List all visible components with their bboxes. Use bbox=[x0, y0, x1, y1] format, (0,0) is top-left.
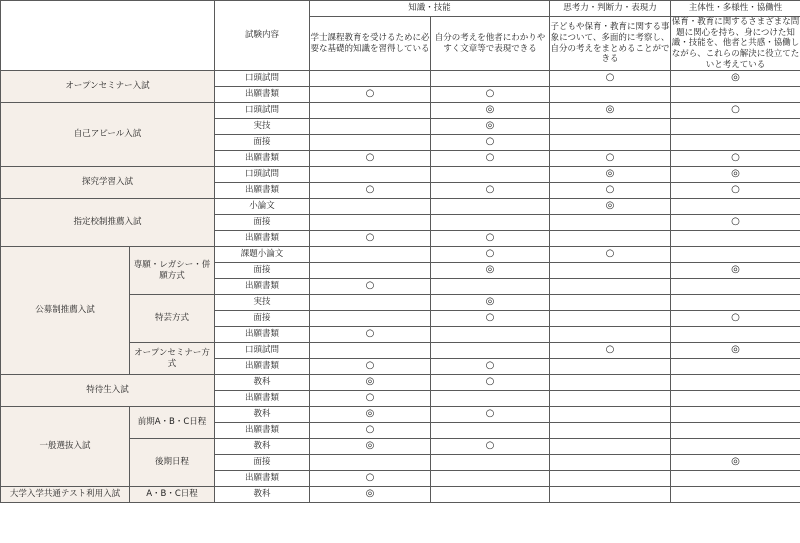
table-row bbox=[1, 103, 800, 119]
mark-cell bbox=[671, 439, 800, 455]
mark-cell bbox=[671, 327, 800, 343]
mark-cell: ◎ bbox=[671, 455, 800, 471]
mark-cell bbox=[671, 279, 800, 295]
mark-cell bbox=[431, 199, 550, 215]
mark-cell: ○ bbox=[431, 151, 550, 167]
mark-cell: ○ bbox=[671, 311, 800, 327]
mark-cell: ◎ bbox=[550, 103, 671, 119]
mark-cell bbox=[310, 119, 431, 135]
mark-cell bbox=[550, 375, 671, 391]
table-row bbox=[1, 167, 800, 183]
mark-cell: ○ bbox=[310, 471, 431, 487]
mark-cell: ◎ bbox=[310, 375, 431, 391]
exam-type-cell: 教科 bbox=[215, 439, 310, 455]
mark-cell: ○ bbox=[550, 247, 671, 263]
mark-cell: ◎ bbox=[671, 71, 800, 87]
mark-cell bbox=[550, 455, 671, 471]
mark-cell: ○ bbox=[671, 151, 800, 167]
exam-type-cell: 出願書類 bbox=[215, 87, 310, 103]
mark-cell bbox=[671, 423, 800, 439]
mark-cell bbox=[550, 423, 671, 439]
mark-cell: ○ bbox=[310, 279, 431, 295]
mark-cell: ○ bbox=[431, 87, 550, 103]
method-common-test: 大学入学共通テスト利用入試 bbox=[1, 487, 130, 503]
table-row bbox=[1, 487, 800, 503]
table-row bbox=[1, 407, 800, 423]
mark-cell bbox=[550, 119, 671, 135]
mark-cell bbox=[431, 455, 550, 471]
mark-cell bbox=[310, 71, 431, 87]
method-designated-school: 指定校制推薦入試 bbox=[1, 199, 215, 247]
mark-cell bbox=[431, 423, 550, 439]
mark-cell bbox=[310, 199, 431, 215]
mark-cell bbox=[671, 135, 800, 151]
category-header-thinking: 思考力・判断力・表現力 bbox=[550, 1, 671, 17]
mark-cell bbox=[310, 295, 431, 311]
mark-cell: ◎ bbox=[431, 263, 550, 279]
mark-cell bbox=[550, 311, 671, 327]
mark-cell: ○ bbox=[310, 151, 431, 167]
exam-type-cell: 実技 bbox=[215, 295, 310, 311]
exam-type-cell: 課題小論文 bbox=[215, 247, 310, 263]
mark-cell: ○ bbox=[671, 103, 800, 119]
mark-cell bbox=[550, 263, 671, 279]
mark-cell bbox=[550, 359, 671, 375]
exam-type-cell: 口頭試問 bbox=[215, 343, 310, 359]
exam-type-cell: 口頭試問 bbox=[215, 71, 310, 87]
mark-cell: ○ bbox=[431, 359, 550, 375]
mark-cell bbox=[431, 167, 550, 183]
mark-cell bbox=[671, 199, 800, 215]
description-cell: 保育・教育に関するさまざまな問題に関心を持ち、身につけた知識・技能を、他者と共感・協働しながら、これらの解決に役立てたいと考えている bbox=[671, 17, 800, 70]
category-header-initiative: 主体性・多様性・協働性 bbox=[671, 1, 800, 17]
mark-cell: ◎ bbox=[310, 439, 431, 455]
mark-cell bbox=[431, 343, 550, 359]
mark-cell bbox=[550, 471, 671, 487]
table-row bbox=[1, 71, 800, 87]
mark-cell: ◎ bbox=[671, 263, 800, 279]
mark-cell: ○ bbox=[310, 359, 431, 375]
mark-cell bbox=[310, 167, 431, 183]
exam-content-header: 試験内容 bbox=[215, 1, 310, 71]
exam-type-cell: 出願書類 bbox=[215, 279, 310, 295]
mark-cell: ○ bbox=[550, 71, 671, 87]
mark-cell: ◎ bbox=[550, 199, 671, 215]
mark-cell bbox=[671, 359, 800, 375]
mark-cell bbox=[550, 135, 671, 151]
exam-type-cell: 出願書類 bbox=[215, 471, 310, 487]
mark-cell: ○ bbox=[550, 343, 671, 359]
mark-cell: ○ bbox=[310, 327, 431, 343]
mark-cell bbox=[671, 375, 800, 391]
exam-type-cell: 出願書類 bbox=[215, 327, 310, 343]
mark-cell: ○ bbox=[431, 183, 550, 199]
mark-cell bbox=[671, 87, 800, 103]
mark-cell bbox=[671, 391, 800, 407]
mark-cell: ○ bbox=[550, 151, 671, 167]
table-row bbox=[1, 199, 800, 215]
method-open-seminar: オープンセミナー入試 bbox=[1, 71, 215, 103]
mark-cell bbox=[671, 231, 800, 247]
mark-cell bbox=[310, 263, 431, 279]
mark-cell: ◎ bbox=[550, 167, 671, 183]
exam-type-cell: 口頭試問 bbox=[215, 103, 310, 119]
mark-cell bbox=[550, 295, 671, 311]
mark-cell: ○ bbox=[431, 439, 550, 455]
mark-cell bbox=[431, 487, 550, 503]
mark-cell bbox=[671, 119, 800, 135]
exam-type-cell: 面接 bbox=[215, 135, 310, 151]
exam-type-cell: 口頭試問 bbox=[215, 167, 310, 183]
mark-cell: ○ bbox=[310, 423, 431, 439]
mark-cell bbox=[310, 103, 431, 119]
mark-cell: ◎ bbox=[431, 103, 550, 119]
mark-cell: ○ bbox=[310, 391, 431, 407]
exam-type-cell: 面接 bbox=[215, 263, 310, 279]
description-cell: 子どもや保育・教育に関する事象について、多面的に考察し、自分の考えをまとめることができる bbox=[550, 17, 671, 71]
mark-cell bbox=[671, 471, 800, 487]
exam-type-cell: 教科 bbox=[215, 407, 310, 423]
submethod-open-seminar: オープンセミナー方式 bbox=[130, 343, 215, 375]
mark-cell: ◎ bbox=[431, 295, 550, 311]
exam-type-cell: 教科 bbox=[215, 375, 310, 391]
method-general: 一般選抜入試 bbox=[1, 407, 130, 487]
exam-type-cell: 面接 bbox=[215, 311, 310, 327]
table-row bbox=[1, 247, 800, 263]
method-inquiry: 探究学習入試 bbox=[1, 167, 215, 199]
category-header-knowledge: 知識・技能 bbox=[310, 1, 550, 17]
table-row bbox=[1, 375, 800, 391]
mark-cell bbox=[550, 487, 671, 503]
mark-cell bbox=[550, 87, 671, 103]
method-public-recommendation: 公募制推薦入試 bbox=[1, 247, 130, 375]
mark-cell bbox=[550, 391, 671, 407]
mark-cell bbox=[431, 71, 550, 87]
mark-cell bbox=[550, 231, 671, 247]
exam-type-cell: 実技 bbox=[215, 119, 310, 135]
mark-cell bbox=[550, 439, 671, 455]
mark-cell: ○ bbox=[431, 231, 550, 247]
mark-cell: ○ bbox=[671, 183, 800, 199]
mark-cell bbox=[671, 247, 800, 263]
exam-type-cell: 出願書類 bbox=[215, 231, 310, 247]
exam-type-cell: 出願書類 bbox=[215, 183, 310, 199]
mark-cell bbox=[310, 311, 431, 327]
method-self-appeal: 自己アピール入試 bbox=[1, 103, 215, 167]
mark-cell: ○ bbox=[431, 135, 550, 151]
exam-type-cell: 出願書類 bbox=[215, 151, 310, 167]
submethod-abc-schedule: A・B・C日程 bbox=[130, 487, 215, 503]
mark-cell bbox=[550, 215, 671, 231]
submethod-exclusive-legacy: 専願・レガシー・併願方式 bbox=[130, 247, 215, 295]
mark-cell: ◎ bbox=[310, 407, 431, 423]
mark-cell bbox=[431, 471, 550, 487]
submethod-special-arts: 特芸方式 bbox=[130, 295, 215, 343]
mark-cell bbox=[310, 455, 431, 471]
mark-cell: ○ bbox=[431, 311, 550, 327]
exam-type-cell: 出願書類 bbox=[215, 391, 310, 407]
mark-cell bbox=[550, 327, 671, 343]
exam-type-cell: 教科 bbox=[215, 487, 310, 503]
exam-type-cell: 出願書類 bbox=[215, 359, 310, 375]
corner-cell bbox=[1, 1, 215, 71]
mark-cell bbox=[310, 247, 431, 263]
mark-cell bbox=[671, 487, 800, 503]
mark-cell bbox=[431, 279, 550, 295]
mark-cell: ○ bbox=[310, 231, 431, 247]
submethod-second-term: 後期日程 bbox=[130, 439, 215, 487]
mark-cell: ○ bbox=[431, 375, 550, 391]
exam-type-cell: 出願書類 bbox=[215, 423, 310, 439]
mark-cell: ◎ bbox=[671, 343, 800, 359]
mark-cell bbox=[310, 135, 431, 151]
exam-type-cell: 面接 bbox=[215, 215, 310, 231]
mark-cell: ○ bbox=[671, 215, 800, 231]
mark-cell bbox=[671, 407, 800, 423]
submethod-first-term: 前期A・B・C日程 bbox=[130, 407, 215, 439]
mark-cell bbox=[671, 295, 800, 311]
exam-type-cell: 小論文 bbox=[215, 199, 310, 215]
method-scholarship: 特待生入試 bbox=[1, 375, 215, 407]
mark-cell: ◎ bbox=[310, 487, 431, 503]
mark-cell: ○ bbox=[310, 183, 431, 199]
mark-cell: ○ bbox=[431, 247, 550, 263]
exam-type-cell: 面接 bbox=[215, 455, 310, 471]
mark-cell bbox=[550, 279, 671, 295]
mark-cell: ◎ bbox=[431, 119, 550, 135]
mark-cell bbox=[431, 327, 550, 343]
mark-cell: ○ bbox=[310, 87, 431, 103]
mark-cell bbox=[310, 343, 431, 359]
description-cell: 自分の考えを他者にわかりやすく文章等で表現できる bbox=[431, 17, 550, 71]
mark-cell: ○ bbox=[550, 183, 671, 199]
description-cell: 学士課程教育を受けるために必要な基礎的知識を習得している bbox=[310, 17, 431, 71]
mark-cell bbox=[431, 391, 550, 407]
mark-cell bbox=[431, 215, 550, 231]
mark-cell: ○ bbox=[431, 407, 550, 423]
mark-cell bbox=[550, 407, 671, 423]
mark-cell bbox=[310, 215, 431, 231]
mark-cell: ◎ bbox=[671, 167, 800, 183]
